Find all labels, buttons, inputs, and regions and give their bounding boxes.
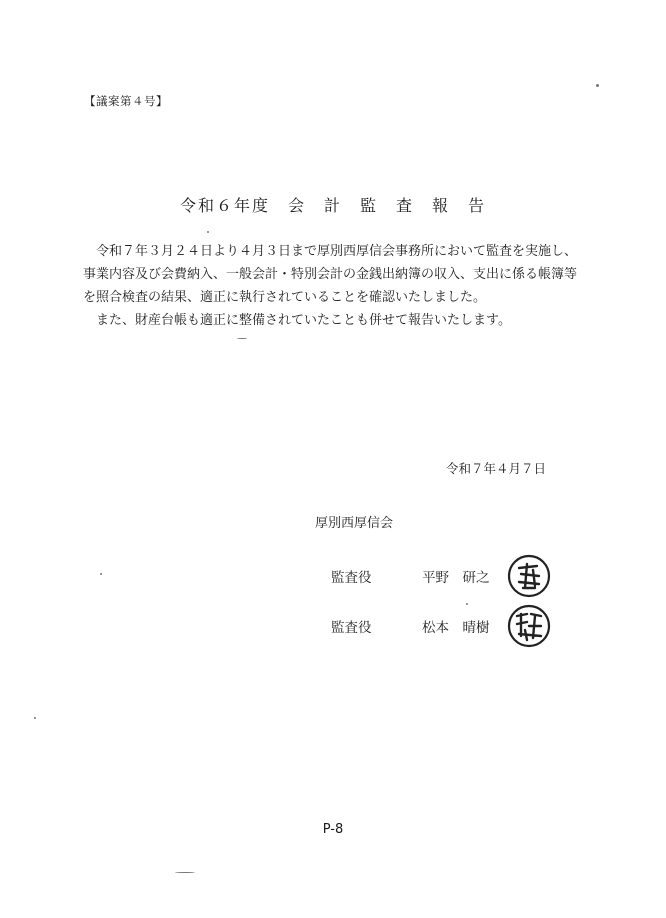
scan-speck	[175, 872, 195, 873]
scan-speck	[34, 717, 36, 719]
auditor-name: 平野 研之	[422, 570, 490, 586]
scan-speck	[596, 84, 599, 87]
report-body	[83, 240, 583, 332]
report-date: 令和７年４月７日	[446, 461, 547, 476]
auditor-row-2	[331, 610, 571, 640]
scan-speck	[466, 603, 468, 605]
agenda-label: 【議案第４号】	[84, 94, 168, 108]
scan-speck	[237, 338, 247, 339]
auditor-row-1	[331, 560, 571, 590]
organization-name: 厚別西厚信会	[315, 516, 394, 531]
page-number: P-8	[322, 822, 344, 837]
auditor-name: 松本 晴樹	[422, 620, 490, 636]
personal-seal-icon	[507, 604, 551, 648]
auditor-role: 監査役	[331, 620, 372, 636]
personal-seal-icon	[507, 554, 551, 598]
auditor-role: 監査役	[331, 570, 372, 586]
body-paragraph-2: また、財産台帳も適正に整備されていたことも併せて報告いたします。	[96, 313, 511, 328]
scan-speck	[207, 231, 209, 233]
scan-speck	[100, 573, 102, 575]
body-paragraph-1: 令和７年３月２４日より４月３日まで厚別西厚信会事務所において監査を実施し、事業内容及び会費納入、一般会計・特別会計の金銭出納簿の収入、支出に係る帳簿等を照合検査の結果、適正に執行されていることを確認いたしました。	[83, 244, 578, 305]
report-title: 令和６年度 会 計 監 査 報 告	[179, 196, 486, 215]
